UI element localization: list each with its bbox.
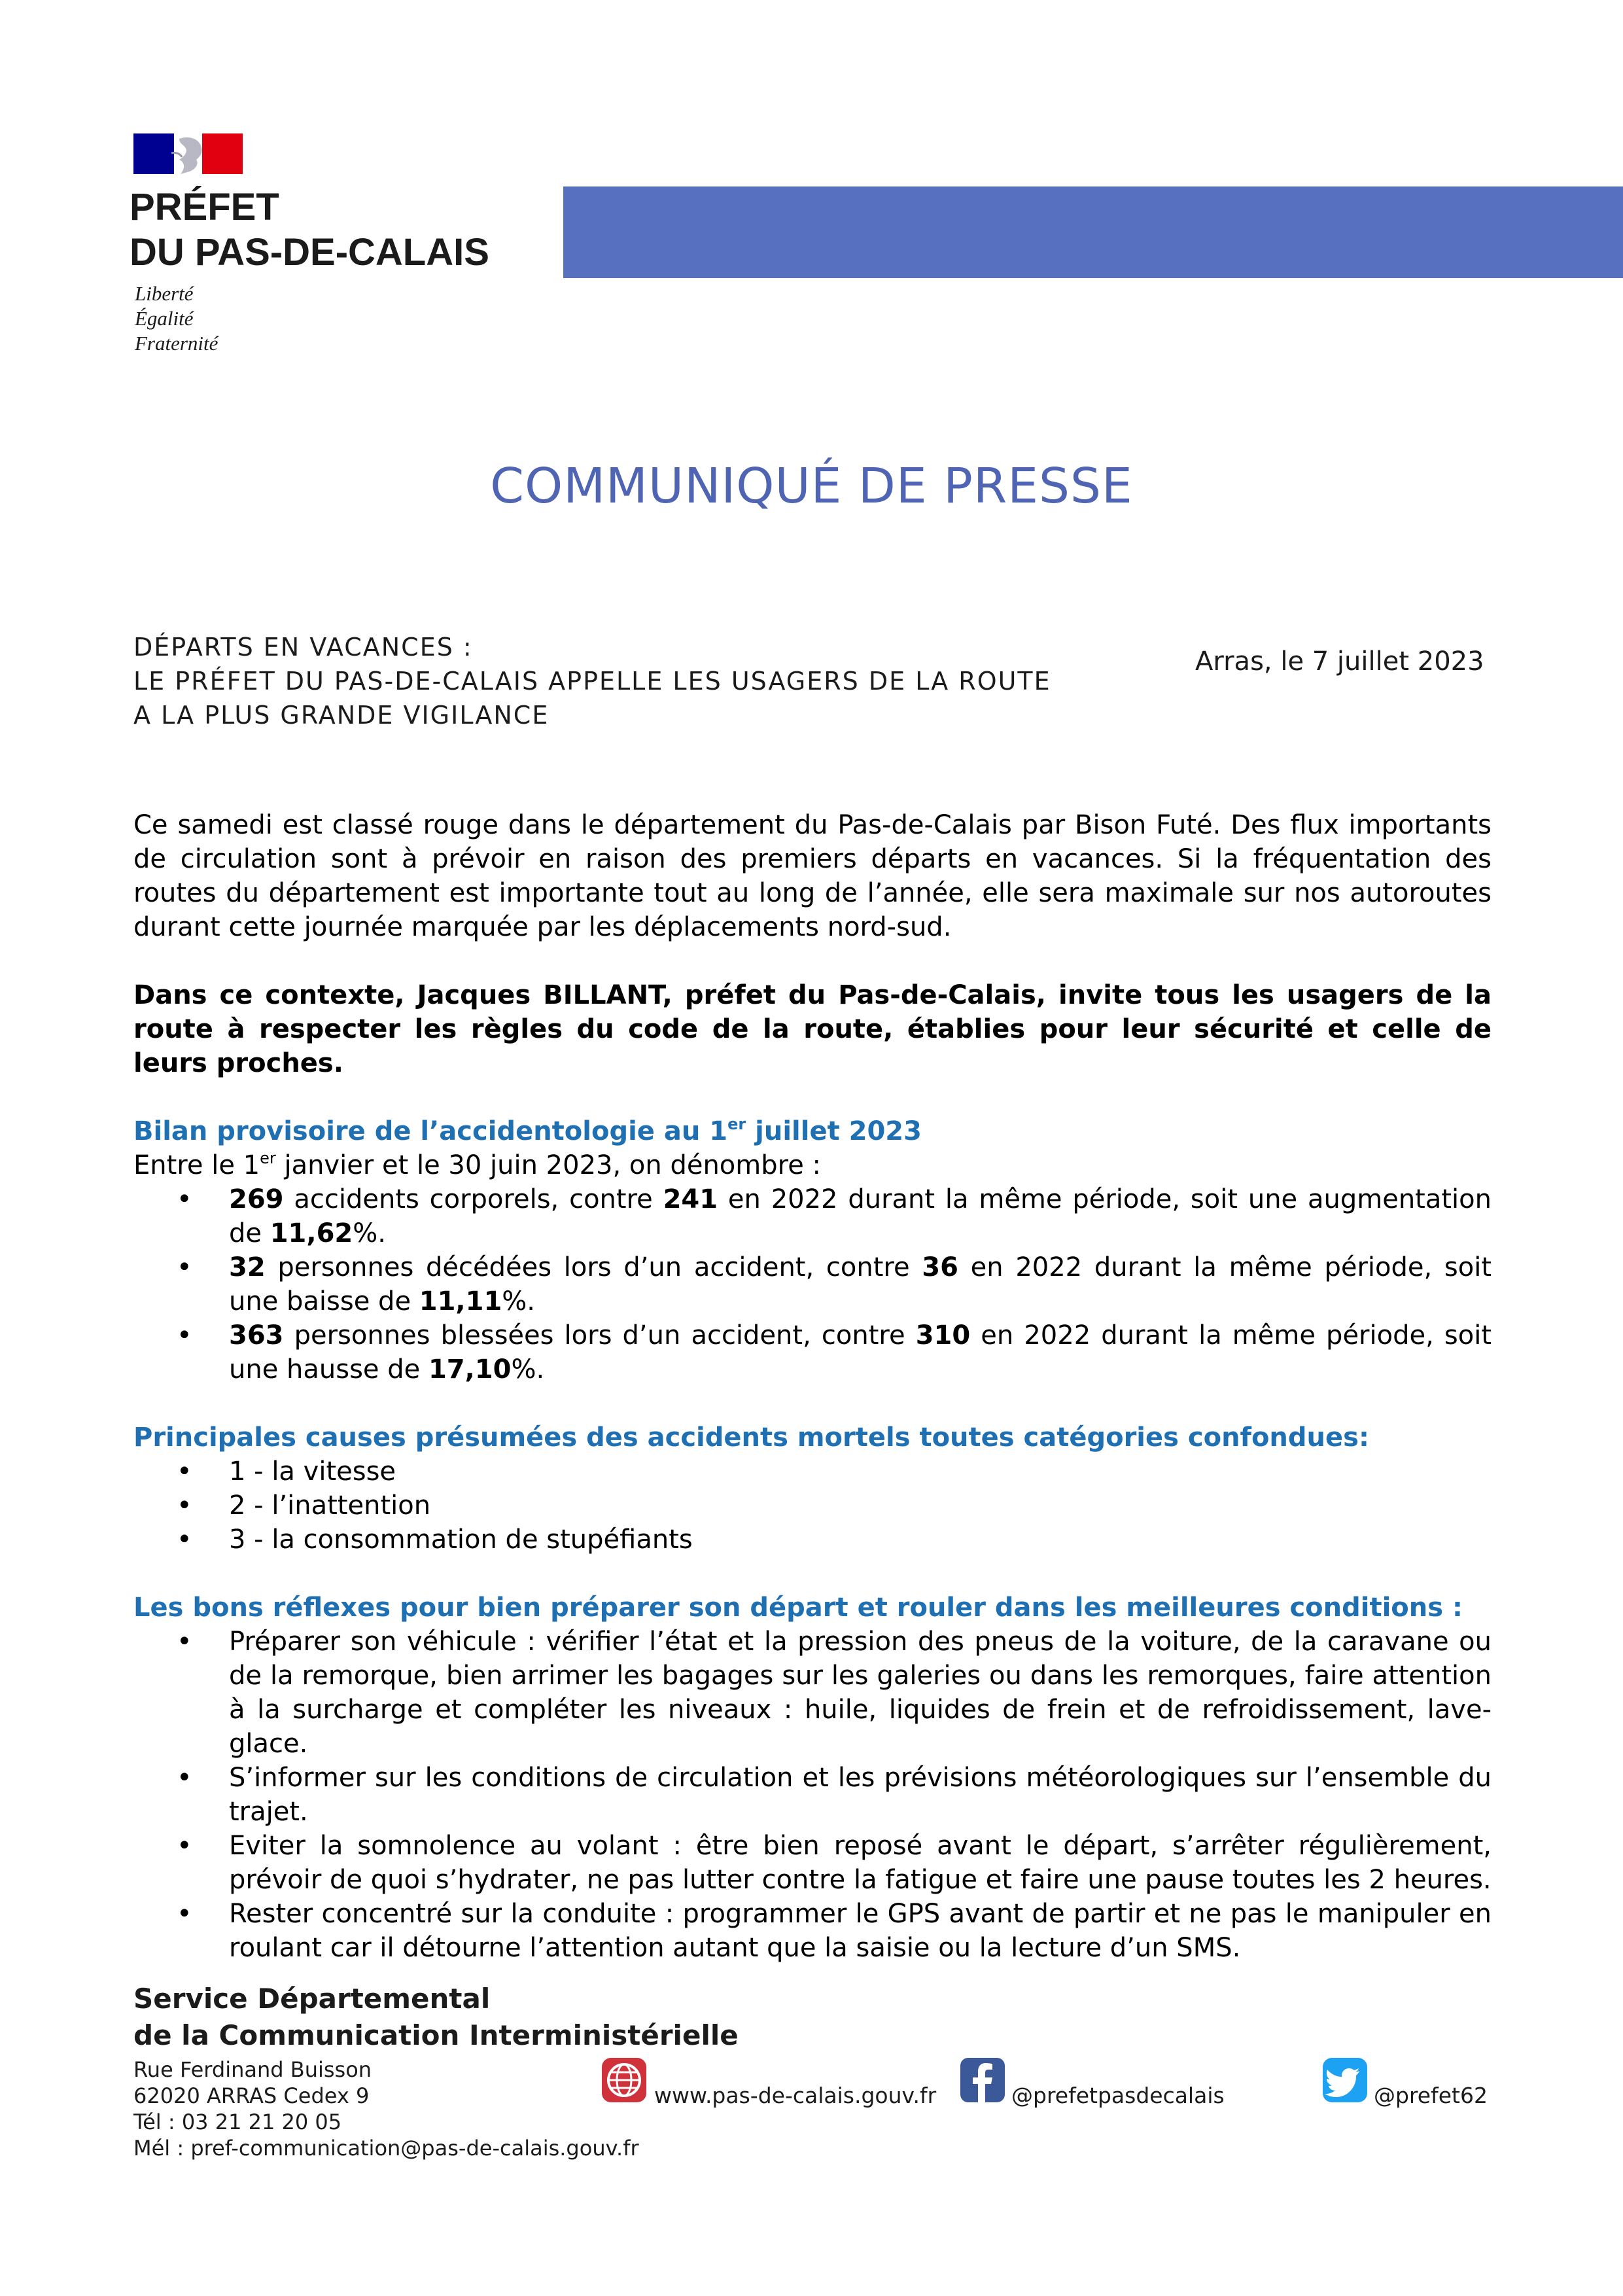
causes-list bbox=[133, 1455, 1492, 1557]
press-body bbox=[133, 808, 1492, 1965]
address-email: Mél : pref-communication@pas-de-calais.gouv.fr bbox=[133, 2136, 639, 2161]
press-heading bbox=[133, 630, 1051, 732]
list-item: • 32 personnes décédées lors d’un accident, contre 36 en 2022 durant la même période, soit une baisse de 11,11%. bbox=[133, 1250, 1492, 1318]
reflexes-list bbox=[133, 1625, 1492, 1965]
list-item: • 3 - la consommation de stupéfiants bbox=[133, 1523, 1492, 1557]
facebook-icon bbox=[959, 2057, 1006, 2104]
bilan-list bbox=[133, 1182, 1492, 1386]
press-heading-line1: DÉPARTS EN VACANCES : bbox=[133, 633, 473, 662]
government-name-line1: PRÉFET bbox=[130, 186, 279, 228]
bilan-lead: Entre le 1er janvier et le 30 juin 2023, on dénombre : bbox=[133, 1149, 821, 1180]
address-phone: Tél : 03 21 21 20 05 bbox=[133, 2110, 342, 2134]
document-title: COMMUNIQUÉ DE PRESSE bbox=[490, 458, 1133, 514]
service-name bbox=[133, 1981, 739, 2054]
motto-fraternite: Fraternité bbox=[135, 332, 218, 355]
address-city: 62020 ARRAS Cedex 9 bbox=[133, 2083, 370, 2108]
twitter-bird-icon bbox=[1321, 2057, 1369, 2104]
section-title-bilan: Bilan provisoire de l’accidentologie au 1er juillet 2023 bbox=[133, 1115, 922, 1146]
list-item: • Eviter la somnolence au volant : être bien reposé avant le départ, s’arrêter régulièrement, prévoir de quoi s’hydrater, ne pas lutter contre la fatigue et faire une pause toutes les 2 heures. bbox=[133, 1829, 1492, 1897]
list-item: • S’informer sur les conditions de circulation et les prévisions météorologiques sur l’ensemble du trajet. bbox=[133, 1761, 1492, 1829]
motto-egalite: Égalité bbox=[135, 307, 194, 330]
list-item: • 2 - l’inattention bbox=[133, 1489, 1492, 1523]
contact-address bbox=[133, 2057, 639, 2161]
list-item: • Préparer son véhicule : vérifier l’état et la pression des pneus de la voiture, de la caravane ou de la remorque, bien arrimer les bagages sur les galeries ou dans les remorques, faire attention à la surcharge et compléter les niveaux : huile, liquides de frein et de refroidissement, lave-glace. bbox=[133, 1625, 1492, 1761]
government-name-line2: DU PAS-DE-CALAIS bbox=[130, 231, 489, 274]
section-title-causes: Principales causes présumées des accidents mortels toutes catégories confondues: bbox=[133, 1422, 1369, 1453]
service-line2: de la Communication Interministérielle bbox=[133, 2019, 739, 2051]
list-item: • 1 - la vitesse bbox=[133, 1455, 1492, 1489]
header-band bbox=[563, 186, 1623, 278]
globe-icon bbox=[601, 2057, 648, 2104]
date-line: Arras, le 7 juillet 2023 bbox=[1195, 646, 1484, 677]
marianne-logo-icon bbox=[133, 133, 243, 174]
service-line1: Service Départemental bbox=[133, 1983, 491, 2015]
address-street: Rue Ferdinand Buisson bbox=[133, 2057, 372, 2082]
government-name bbox=[130, 185, 489, 275]
list-item: • Rester concentré sur la conduite : programmer le GPS avant de partir et ne pas le manipuler en roulant car il détourne l’attention autant que la saisie ou la lecture d’un SMS. bbox=[133, 1897, 1492, 1965]
motto bbox=[135, 281, 218, 356]
intro-paragraph: Ce samedi est classé rouge dans le département du Pas-de-Calais par Bison Futé. Des flux importants de circulation sont à prévoir en raison des premiers départs en vacances. Si la fréquentation des routes du département est importante tout au long de l’année, elle sera maximale sur nos autoroutes durant cette journée marquée par les déplacements nord-sud. bbox=[133, 810, 1492, 942]
press-heading-line2: LE PRÉFET DU PAS-DE-CALAIS APPELLE LES USAGERS DE LA ROUTE bbox=[133, 667, 1051, 696]
website-link[interactable]: www.pas-de-calais.gouv.fr bbox=[654, 2083, 937, 2108]
motto-liberte: Liberté bbox=[135, 282, 194, 305]
twitter-link[interactable]: @prefet62 bbox=[1374, 2083, 1488, 2108]
section-title-reflexes: Les bons réflexes pour bien préparer son départ et rouler dans les meilleures conditions : bbox=[133, 1593, 1463, 1623]
press-heading-line3: A LA PLUS GRANDE VIGILANCE bbox=[133, 701, 550, 730]
list-item: • 363 personnes blessées lors d’un accident, contre 310 en 2022 durant la même période, soit une hausse de 17,10%. bbox=[133, 1318, 1492, 1386]
facebook-link[interactable]: @prefetpasdecalais bbox=[1011, 2083, 1225, 2108]
context-paragraph: Dans ce contexte, Jacques BILLANT, préfet du Pas-de-Calais, invite tous les usagers de la route à respecter les règles du code de la route, établies pour leur sécurité et celle de leurs proches. bbox=[133, 980, 1492, 1078]
list-item: • 269 accidents corporels, contre 241 en 2022 durant la même période, soit une augmentation de 11,62%. bbox=[133, 1182, 1492, 1250]
